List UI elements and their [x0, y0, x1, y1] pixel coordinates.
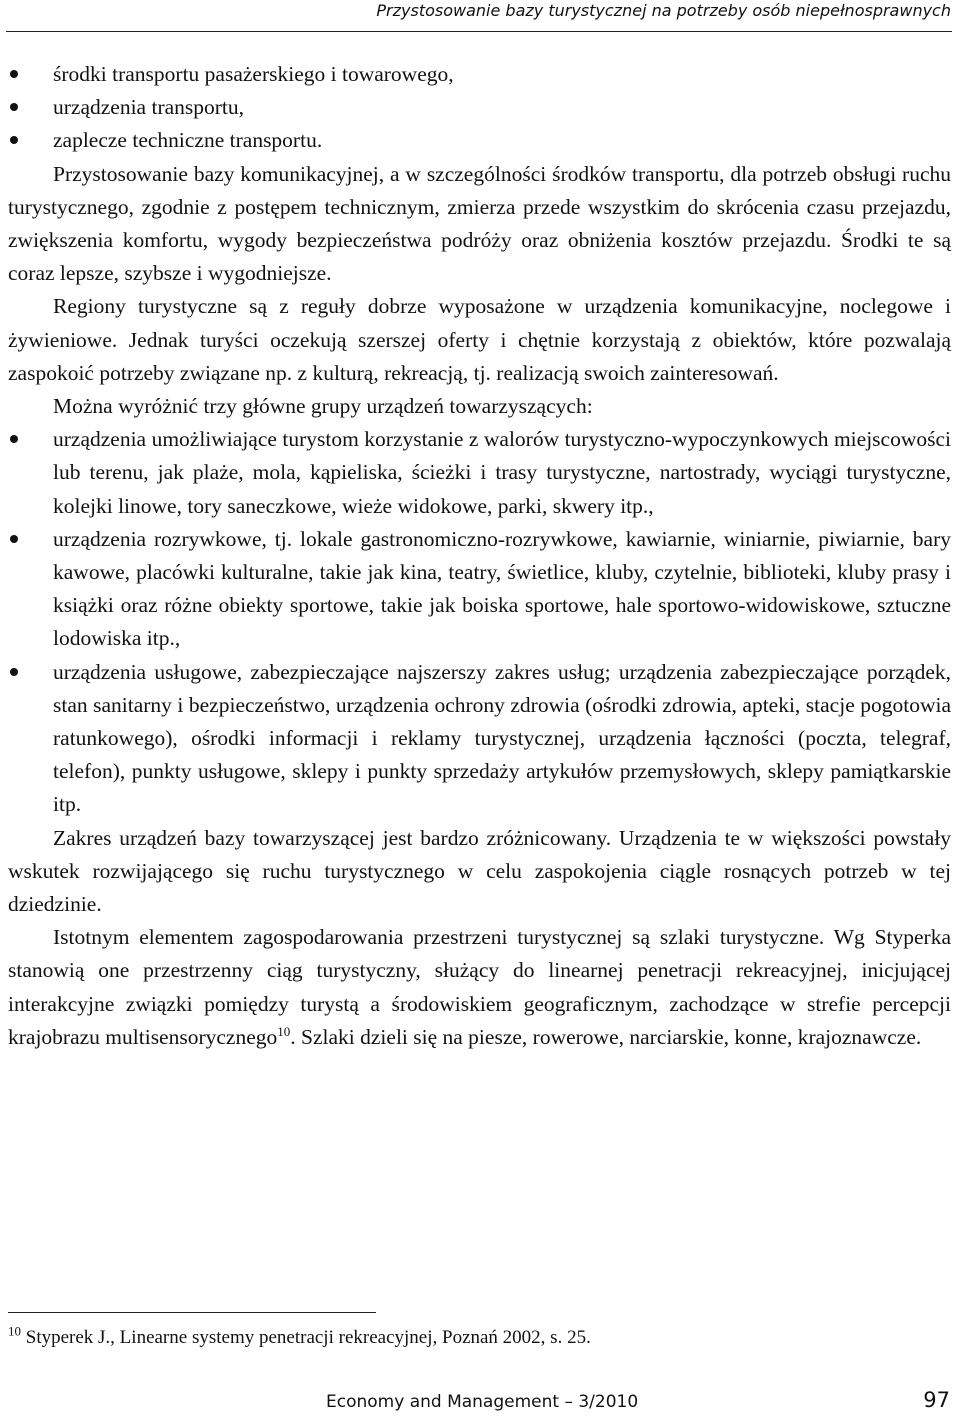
list-item: środki transportu pasażerskiego i towarowego, [53, 62, 454, 86]
list-item: urządzenia umożliwiające turystom korzystanie z walorów turystyczno-wypoczynkowych miejscowości lub terenu, jak plaże, mola, kąpieliska, ścieżki i trasy turystyczne, nartostrady, wyciągi turystyczne, kolejki linowe, tory saneczkowe, wieże widokowe, parki, skwery itp., [53, 427, 951, 518]
footnote-number: 10 [8, 1323, 21, 1339]
facilities-list [8, 423, 951, 821]
running-header: Przystosowanie bazy turystycznej na potrzeby osób niepełnosprawnych [376, 1, 951, 20]
list-item: zaplecze techniczne transportu. [53, 128, 323, 153]
journal-issue: Economy and Management – 3/2010 [326, 1392, 639, 1412]
paragraph: Przystosowanie bazy komunikacyjnej, a w szczególności środków transportu, dla potrzeb obsługi ruchu turystycznego, zgodnie z postępem technicznym, zmierza przede wszystkim do skrócenia czasu przejazdu, zwiększenia komfortu, wygody bezpieczeństwa podróży oraz obniżenia kosztów przejazdu. Środki te są coraz lepsze, szybsze i wygodniejsze. [8, 161, 951, 286]
paragraph: Można wyróżnić trzy główne grupy urządzeń towarzyszących: [53, 394, 593, 419]
header-rule [6, 31, 952, 32]
page-footer [0, 1388, 960, 1418]
body-text [8, 58, 951, 1054]
footnote-ref[interactable]: 10 [277, 1023, 291, 1039]
paragraph: Zakres urządzeń bazy towarzyszącej jest bardzo zróżnicowany. Urządzenia te w większości powstały wskutek rozwijającego się ruchu turystycznego w celu zaspokojenia ciągle rosnących potrzeb w tej dziedzinie. [8, 825, 951, 917]
footnote: $^{10}$ Styperek J., Linearne systemy penetracji rekreacyjnej, Poznań 2002, s. 25. [8, 1323, 591, 1348]
transport-list [8, 58, 951, 158]
paragraph: Regiony turystyczne są z reguły dobrze wyposażone w urządzenia komunikacyjne, noclegowe i żywieniowe. Jednak turyści oczekują szerszej oferty i chętnie korzystają z obiektów, które pozwalają zaspokoić potrzeby związane np. z kulturą, rekreacją, tj. realizacją swoich zainteresowań. [8, 294, 951, 385]
page-number: 97 [923, 1388, 950, 1412]
footnote-rule [8, 1312, 376, 1313]
list-item: urządzenia transportu, [53, 95, 245, 120]
paragraph: Istotnym elementem zagospodarowania przestrzeni turystycznej są szlaki turystyczne. Wg Styperka stanowią one przestrzenny ciąg turystyczny, służący do linearnej penetracji rekreacyjnej, inicjującej interakcyjne związki pomiędzy turystą a środowiskiem geograficznym, zachodzące w strefie percepcji krajobrazu multisensorycznego$^{10}$. Szlaki dzieli się na piesze, rowerowe, narciarskie, konne, krajoznawcze. [8, 925, 951, 1049]
list-item: urządzenia rozrywkowe, tj. lokale gastronomiczno-rozrywkowe, kawiarnie, winiarnie, piwiarnie, bary kawowe, placówki kulturalne, takie jak kina, teatry, świetlice, kluby, czytelnie, biblioteki, kluby prasy i książki oraz różne obiekty sportowe, takie jak boiska sportowe, hale sportowo-widowiskowe, sztuczne lodowiska itp., [53, 526, 951, 651]
list-item: urządzenia usługowe, zabezpieczające najszerszy zakres usług; urządzenia zabezpieczające porządek, stan sanitarny i bezpieczeństwo, urządzenia ochrony zdrowia (ośrodki zdrowia, apteki, stacje pogotowia ratunkowego), ośrodki informacji i reklamy turystycznej, urządzenia łączności (poczta, telegraf, telefon), punkty usługowe, sklepy i punkty sprzedaży artykułów przemysłowych, sklepy pamiątkarskie itp. [53, 659, 951, 817]
